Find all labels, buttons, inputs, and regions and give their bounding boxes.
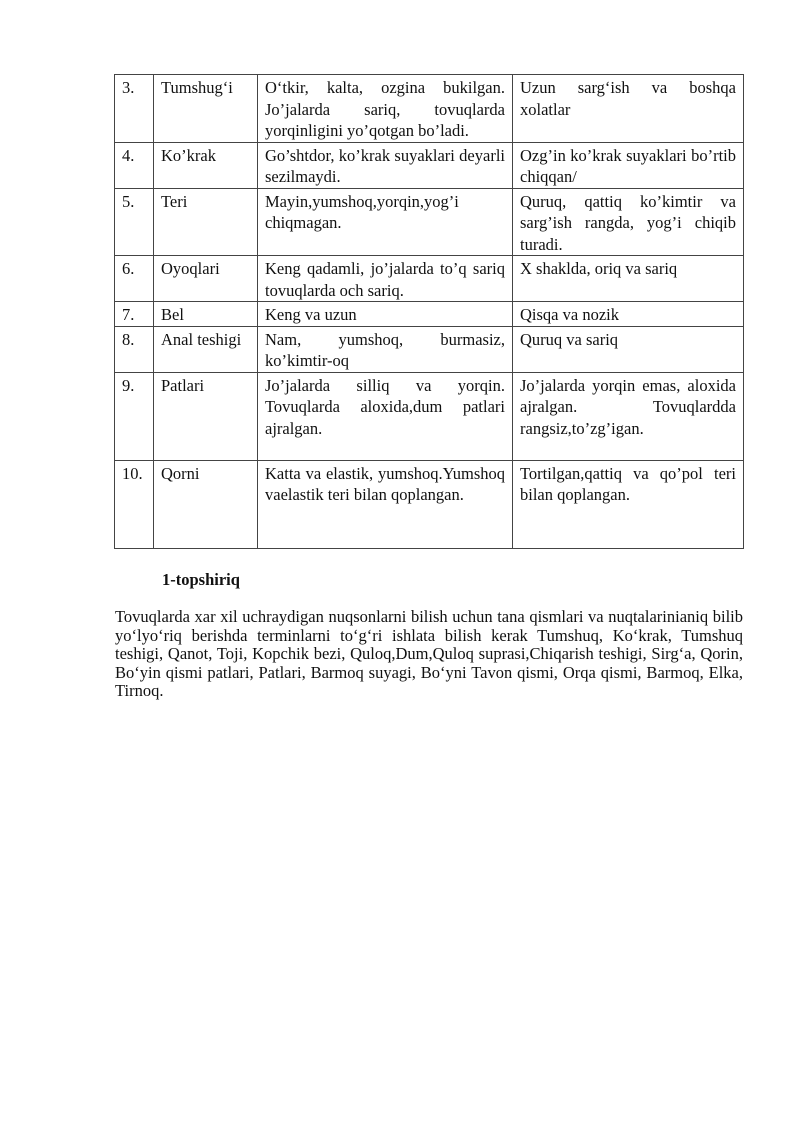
body-part: Oyoqlari <box>154 256 258 302</box>
row-number: 3. <box>115 75 154 143</box>
bad-trait: Tortilgan,qattiq va qo’pol teri bilan qoplangan. <box>513 460 744 548</box>
good-trait: Go’shtdor, ko’krak suyaklari deyarli sezilmaydi. <box>258 142 513 188</box>
body-part: Patlari <box>154 372 258 460</box>
body-part: Bel <box>154 302 258 327</box>
row-number: 10. <box>115 460 154 548</box>
good-trait: Jo’jalarda silliq va yorqin. Tovuqlarda aloxida,dum patlari ajralgan. <box>258 372 513 460</box>
table-row <box>115 188 744 256</box>
good-trait: Nam, yumshoq, burmasiz, ko’kimtir-oq <box>258 326 513 372</box>
row-number: 4. <box>115 142 154 188</box>
bad-trait: Jo’jalarda yorqin emas, aloxida ajralgan. Tovuqlardda rangsiz,to’zg’igan. <box>513 372 744 460</box>
body-part: Ko’krak <box>154 142 258 188</box>
table-row <box>115 372 744 460</box>
table-row <box>115 75 744 143</box>
bad-trait: Ozg’in ko’krak suyaklari bo’rtib chiqqan/ <box>513 142 744 188</box>
table-row <box>115 256 744 302</box>
body-part: Qorni <box>154 460 258 548</box>
row-number: 8. <box>115 326 154 372</box>
table-row <box>115 142 744 188</box>
good-trait: Keng va uzun <box>258 302 513 327</box>
bad-trait: Qisqa va nozik <box>513 302 744 327</box>
body-part: Teri <box>154 188 258 256</box>
good-trait: Mayin,yumshoq,yorqin,yog’i chiqmagan. <box>258 188 513 256</box>
table-row <box>115 460 744 548</box>
comparison-table <box>114 74 744 549</box>
body-part: Tumshug‘i <box>154 75 258 143</box>
body-paragraph: Tovuqlarda xar xil uchraydigan nuqsonlarni bilish uchun tana qismlari va nuqtalarinianiq bilib yo‘lyo‘riq berishda terminlarni to‘g‘ri ishlata bilish kerak Tumshuq, Ko‘krak, Tumshuq teshigi, Qanot, Toji, Kopchik bezi, Quloq,Dum,Quloq suprasi,Chiqarish teshigi, Sirg‘a, Qorin, Bo‘yin qismi patlari, Patlari, Barmoq suyagi, Bo‘yni Tavon qismi, Orqa qismi, Barmoq, Elka, Tirnoq. <box>115 607 743 700</box>
good-trait: O‘tkir, kalta, ozgina bukilgan. Jo’jalarda sariq, tovuqlarda yorqinligini yo’qotgan bo’ladi. <box>258 75 513 143</box>
row-number: 5. <box>115 188 154 256</box>
good-trait: Katta va elastik, yumshoq.Yumshoq vaelastik teri bilan qoplangan. <box>258 460 513 548</box>
bad-trait: X shaklda, oriq va sariq <box>513 256 744 302</box>
table-row <box>115 326 744 372</box>
body-part: Anal teshigi <box>154 326 258 372</box>
row-number: 9. <box>115 372 154 460</box>
section-heading: 1-topshiriq <box>162 570 240 589</box>
table-row <box>115 302 744 327</box>
good-trait: Keng qadamli, jo’jalarda to’q sariq tovuqlarda och sariq. <box>258 256 513 302</box>
bad-trait: Quruq va sariq <box>513 326 744 372</box>
bad-trait: Quruq, qattiq ko’kimtir va sarg’ish rangda, yog’i chiqib turadi. <box>513 188 744 256</box>
row-number: 6. <box>115 256 154 302</box>
row-number: 7. <box>115 302 154 327</box>
bad-trait: Uzun sarg‘ish va boshqa xolatlar <box>513 75 744 143</box>
